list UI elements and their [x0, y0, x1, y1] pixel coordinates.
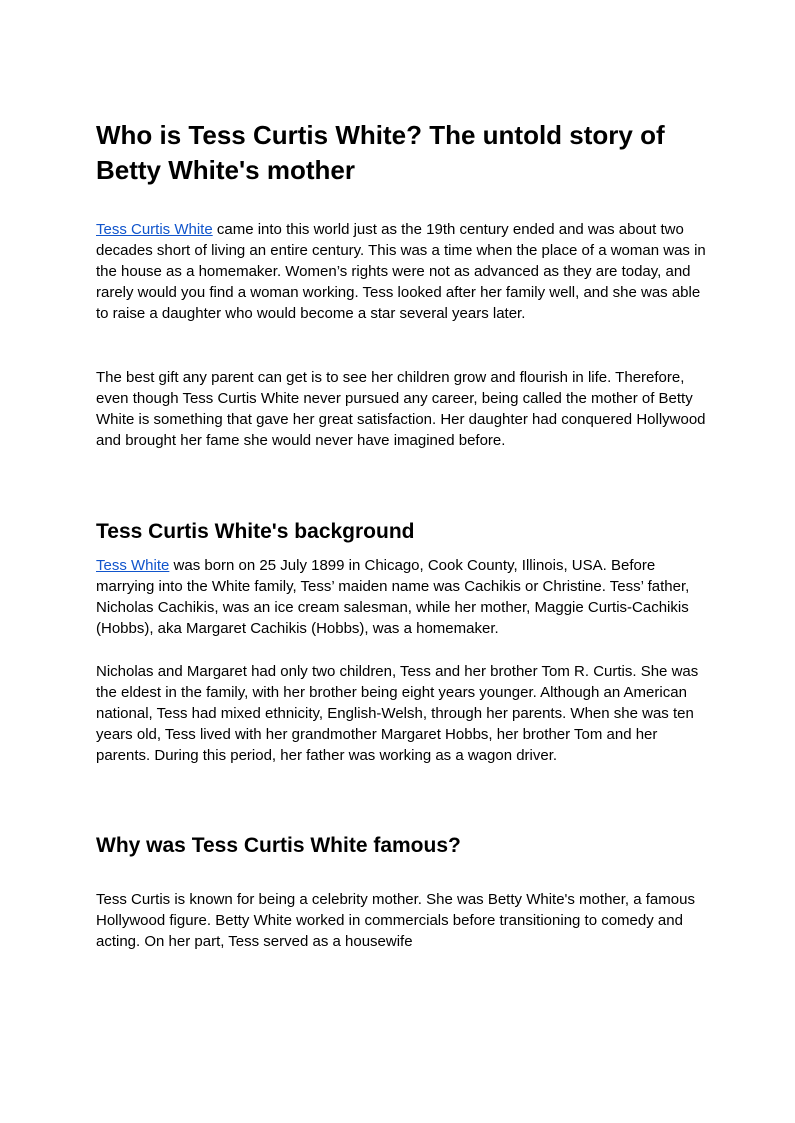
background-paragraph-1: [96, 555, 706, 639]
tess-curtis-white-link[interactable]: Tess Curtis White: [96, 221, 213, 238]
page-title: Who is Tess Curtis White? The untold story of Betty White's mother: [96, 120, 665, 185]
famous-heading: Why was Tess Curtis White famous?: [96, 834, 461, 857]
tess-white-link[interactable]: Tess White: [96, 557, 170, 574]
background-paragraph-1-text: was born on 25 July 1899 in Chicago, Cook County, Illinois, USA. Before marrying into the White family, Tess’ maiden name was Cachikis or Christine. Tess’ father, Nicholas Cachikis, was an ice cream salesman, while her mother, Maggie Curtis-Cachikis (Hobbs), aka Margaret Cachikis (Hobbs), was a homemaker.: [96, 557, 690, 637]
intro-paragraph-1: [96, 219, 706, 324]
background-paragraph-2: Nicholas and Margaret had only two children, Tess and her brother Tom R. Curtis. She was the eldest in the family, with her brother being eight years younger. Although an American national, Tess had mixed ethnicity, English-Welsh, through her parents. When she was ten years old, Tess lived with her grandmother Margaret Hobbs, her brother Tom and her parents. During this period, her father was working as a wagon driver.: [96, 663, 699, 764]
intro-paragraph-2: The best gift any parent can get is to see her children grow and flourish in life. Therefore, even though Tess Curtis White never pursued any career, being called the mother of Betty White is something that gave her great satisfaction. Her daughter had conquered Hollywood and brought her fame she would never have imagined before.: [96, 369, 706, 449]
background-heading: Tess Curtis White's background: [96, 520, 415, 543]
famous-paragraph-1: Tess Curtis is known for being a celebrity mother. She was Betty White's mother, a famous Hollywood figure. Betty White worked in commercials before transitioning to comedy and acting. On her part, Tess served as a housewife: [96, 891, 695, 950]
intro-paragraph-1-text: came into this world just as the 19th century ended and was about two decades short of living an entire century. This was a time when the place of a woman was in the house as a homemaker. Women’s rights were not as advanced as they are today, and rarely would you find a woman working. Tess looked after her family well, and she was able to raise a daughter who would become a star several years later.: [96, 221, 706, 322]
